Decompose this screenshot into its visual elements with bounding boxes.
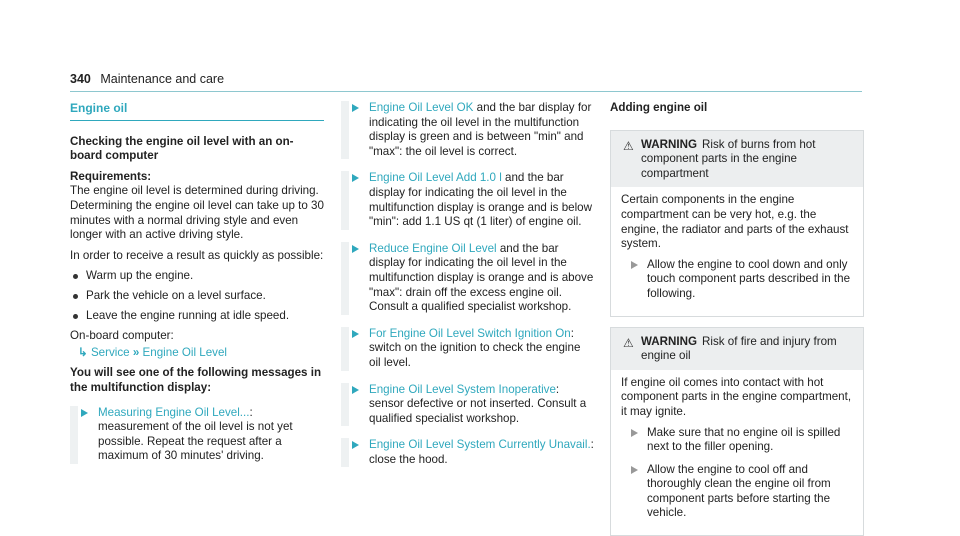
message-highlight: Engine Oil Level System Inoperative [369, 382, 556, 396]
step-text: and the bar display for indicating the oil level in the multifunction display is orange and is below "min": add 1.1 US qt (1 liter) of engine oil. [369, 171, 592, 229]
step-arrow-icon [352, 174, 359, 182]
step-arrow-icon [352, 441, 359, 449]
warning-box [610, 327, 864, 536]
messages-heading: You will see one of the following messages in the multifunction display: [70, 366, 322, 394]
column-middle [341, 101, 595, 479]
warning-icon: ⚠ [623, 335, 634, 350]
step-arrow-icon [352, 386, 359, 394]
return-arrow-icon: ↳ [78, 345, 88, 359]
step-text: Allow the engine to cool down and only touch component parts described in the following. [647, 257, 851, 300]
step-text: : close the hood. [369, 438, 594, 466]
step-arrow-icon [631, 261, 638, 269]
instruction-step [621, 258, 853, 302]
step-arrow-icon [352, 330, 359, 338]
step-arrow-icon [81, 409, 88, 417]
message-highlight: Engine Oil Level System Currently Unavail. [369, 438, 591, 452]
instruction-step [341, 101, 595, 159]
warning-header [611, 131, 863, 188]
requirements-text: The engine oil level is determined during driving. Determining the engine oil level can take up to 30 minutes with a normal driving style and even longer with an active driving style. [70, 184, 324, 242]
bullet-icon [73, 274, 78, 279]
instruction-step [70, 406, 324, 464]
instruction-step [341, 438, 595, 467]
warning-body [611, 187, 863, 315]
step-arrow-icon [631, 429, 638, 437]
step-arrow-icon [352, 104, 359, 112]
step-text: Allow the engine to cool off and thoroughly clean the engine oil from component parts before starting the vehicle. [647, 462, 831, 520]
step-text: : measurement of the oil level is not yet possible. Repeat the request after a maximum of 30 minutes' driving. [98, 405, 293, 463]
warning-body-text: If engine oil comes into contact with hot component parts in the engine compartment, it may ignite. [621, 375, 852, 418]
onboard-label: On-board computer: [70, 329, 174, 343]
bullet-list [70, 269, 324, 323]
warning-text: Risk of fire and injury from engine oil [641, 334, 837, 363]
list-item-text: Park the vehicle on a level surface. [86, 288, 266, 302]
list-item [70, 309, 324, 324]
menu-path [78, 346, 324, 361]
bullet-icon [73, 294, 78, 299]
message-highlight: Reduce Engine Oil Level [369, 241, 497, 255]
warning-icon: ⚠ [623, 138, 634, 153]
warning-label: WARNING [641, 334, 698, 348]
path-engine-oil-level: Engine Oil Level [142, 345, 227, 359]
chapter-title: Maintenance and care [100, 72, 225, 86]
step-text: and the bar display for indicating the oil level in the multifunction display is green and is between "min" and "max": the oil level is correct. [369, 101, 592, 158]
instruction-step [341, 383, 595, 427]
warning-body-text: Certain components in the engine compartment can be very hot, e.g. the engine, the radiator and parts of the exhaust system. [621, 193, 849, 251]
list-item [70, 269, 324, 284]
column-right [610, 101, 864, 536]
list-item-text: Warm up the engine. [86, 269, 194, 283]
double-chevron-icon: » [132, 345, 140, 359]
subheading: Checking the engine oil level with an on-board computer [70, 134, 294, 163]
quick-text: In order to receive a result as quickly as possible: [70, 248, 324, 262]
message-highlight: Engine Oil Level OK [369, 101, 474, 114]
warning-header [611, 328, 863, 370]
message-highlight: Engine Oil Level Add 1.0 l [369, 171, 502, 185]
instruction-step [621, 463, 853, 521]
bullet-icon [73, 314, 78, 319]
step-text: : switch on the ignition to check the engine oil level. [369, 326, 581, 369]
section-title: Engine oil [70, 101, 324, 121]
warning-body [611, 370, 863, 535]
instruction-step [341, 242, 595, 315]
step-text: Make sure that no engine oil is spilled next to the filler opening. [647, 425, 841, 454]
list-item-text: Leave the engine running at idle speed. [86, 308, 290, 322]
header-rule [70, 91, 862, 92]
step-text: : sensor defective or not inserted. Consult a qualified specialist workshop. [369, 382, 587, 425]
instruction-step [341, 327, 595, 371]
warning-text: Risk of burns from hot component parts in the engine compartment [641, 137, 816, 180]
list-item [70, 289, 324, 304]
column-left [70, 101, 324, 476]
instruction-step [621, 426, 853, 455]
warning-label: WARNING [641, 137, 698, 151]
warning-box [610, 130, 864, 317]
message-highlight: Measuring Engine Oil Level... [98, 405, 250, 419]
page-number: 340 [70, 72, 91, 86]
step-arrow-icon [352, 245, 359, 253]
instruction-step [341, 171, 595, 229]
message-highlight: For Engine Oil Level Switch Ignition On [369, 326, 571, 340]
page-header [70, 72, 224, 87]
requirements-label: Requirements: [70, 169, 152, 183]
step-arrow-icon [631, 466, 638, 474]
path-service: Service [90, 345, 130, 359]
adding-oil-heading: Adding engine oil [610, 101, 708, 114]
step-text: and the bar display for indicating the oil level in the multifunction display is orange and is above "max": drain off the excess engine oil. Consult a qualified specialist workshop. [369, 241, 594, 314]
